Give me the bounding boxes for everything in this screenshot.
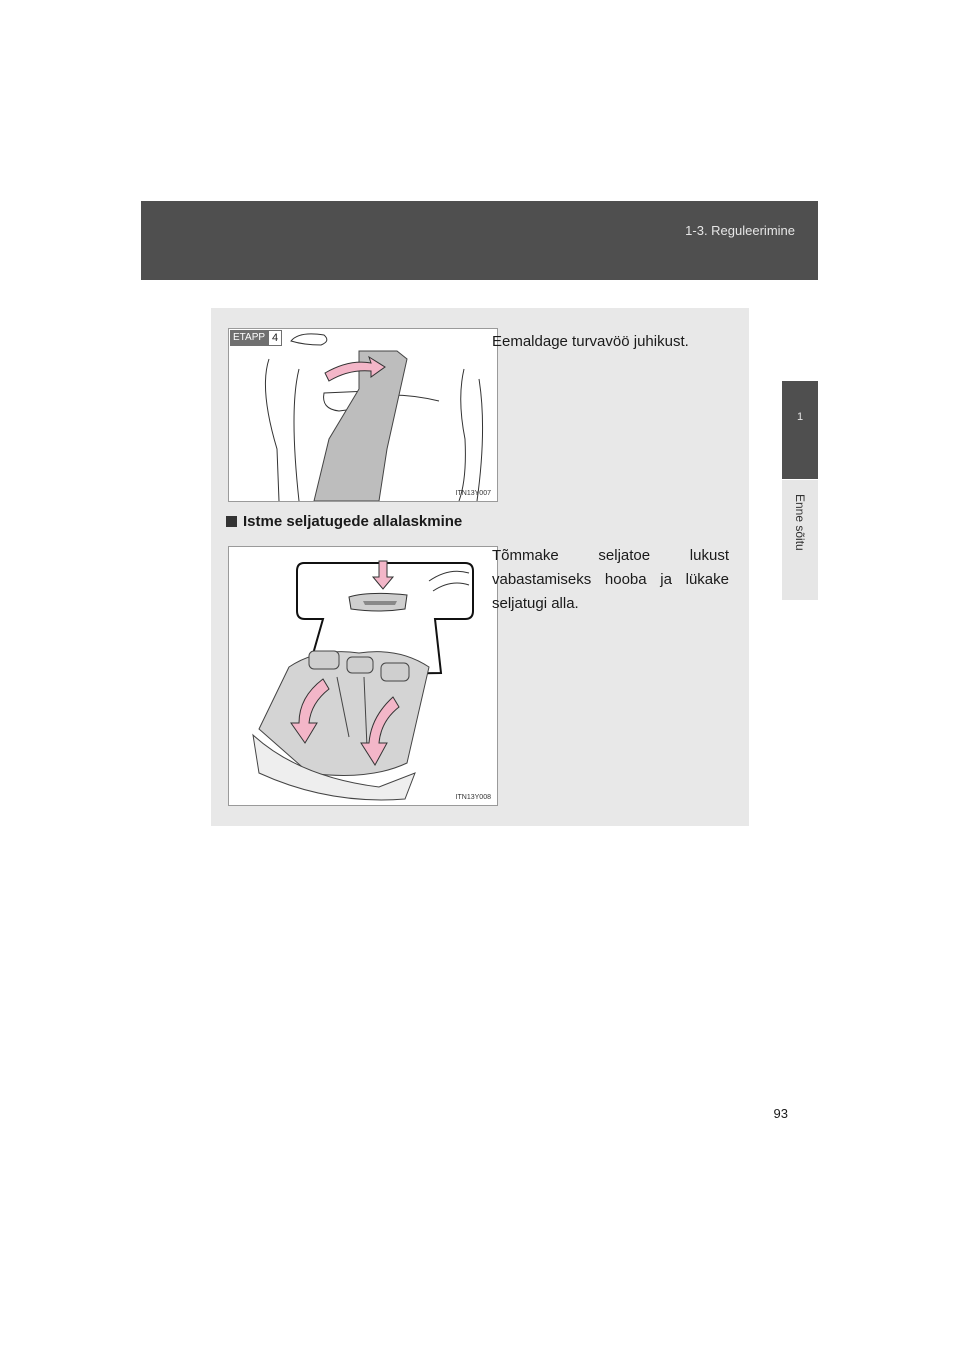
chapter-number: 1 [796, 411, 804, 423]
step-number: 4 [268, 330, 282, 346]
seatback-fold-illustration [229, 547, 497, 805]
seatbelt-guide-illustration [229, 329, 497, 501]
chapter-title: Enne sõitu [793, 494, 807, 551]
figure-seatback-fold [228, 546, 498, 806]
header-bar [141, 201, 818, 280]
subsection-heading [226, 513, 462, 530]
bullet-square-icon [226, 516, 237, 527]
chapter-tab [782, 381, 818, 479]
section-title: 1-3. Reguleerimine [685, 223, 795, 238]
step-label [230, 330, 282, 346]
step-prefix: ETAPP [230, 330, 268, 346]
figure-code: ITN13Y007 [455, 490, 491, 497]
chapter-side-panel [782, 480, 818, 600]
figure-code: ITN13Y008 [455, 794, 491, 801]
subsection-title: Istme seljatugede allalaskmine [243, 513, 463, 530]
content-panel [211, 308, 749, 826]
subsection-instruction: Tõmmake seljatoe lukust vabastamiseks hooba ja lükake seljatugi alla. [492, 547, 729, 612]
page-number: 93 [773, 1106, 788, 1121]
step-instruction: Eemaldage turvavöö juhikust. [492, 333, 689, 350]
figure-seatbelt-guide [228, 328, 498, 502]
